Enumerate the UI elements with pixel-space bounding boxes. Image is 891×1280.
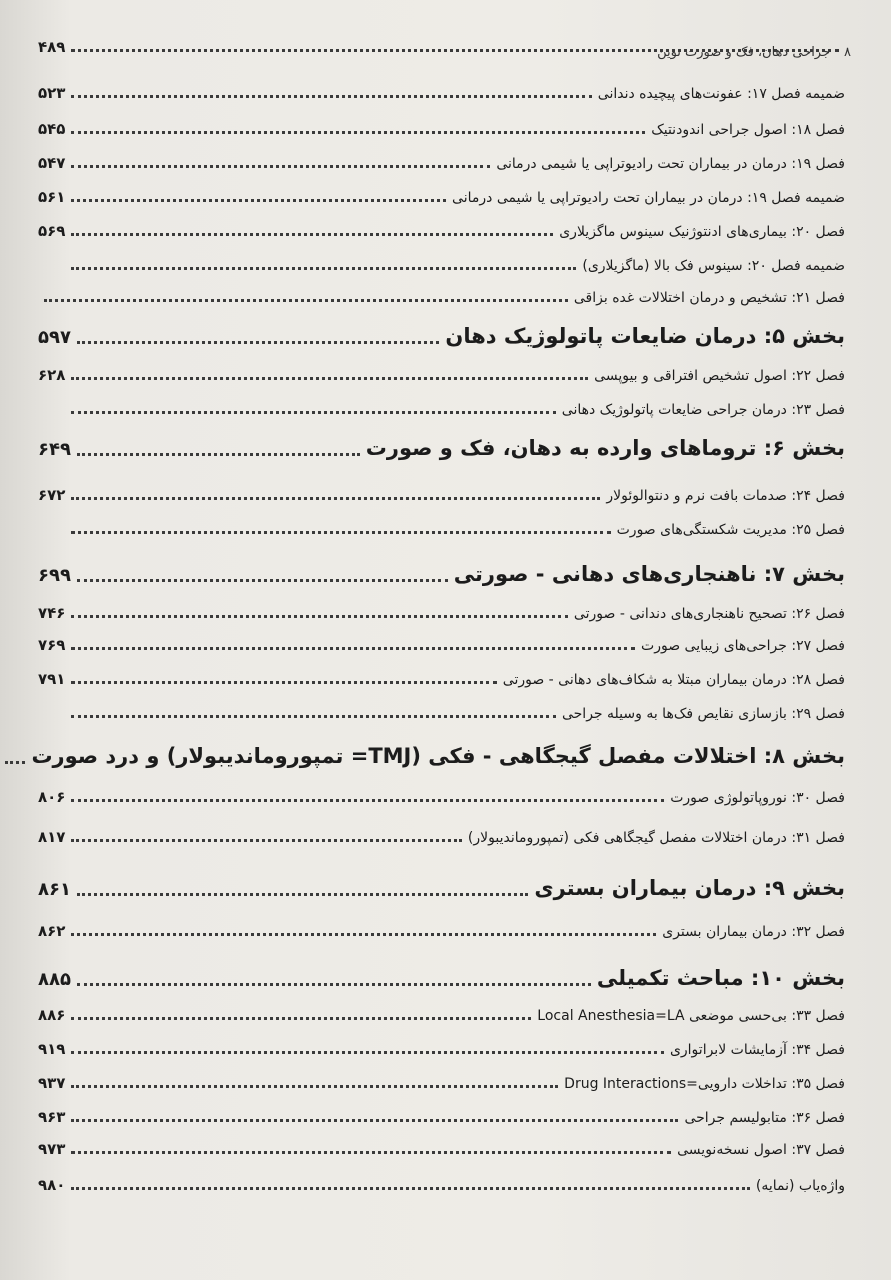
dot-leader: [77, 579, 448, 582]
dot-leader: [5, 761, 25, 764]
toc-entry-title: ضمیمه فصل ۲۰: سینوس فک بالا (ماگزیلاری): [582, 258, 845, 274]
toc-entry: [38, 74, 845, 104]
toc-entry-title: فصل ۲۸: درمان بیماران مبتلا به شکاف‌های دهانی - صورتی: [502, 672, 845, 688]
toc-entry-title: ضمیمه فصل ۱۹: درمان در بیماران تحت رادیوتراپی یا شیمی درمانی: [452, 190, 845, 206]
dot-leader: [71, 1085, 558, 1088]
dot-leader: [71, 49, 839, 52]
toc-entry-title: فصل ۳۱: درمان اختلالات مفصل گیجگاهی فکی (تمپوروماندیبولار): [467, 830, 845, 846]
toc-part-heading: [38, 558, 845, 588]
dot-leader: [71, 933, 656, 936]
toc-part-title: بخش ۱۰: مباحث تکمیلی: [596, 966, 845, 990]
toc-entry: [38, 246, 845, 276]
toc-entry-page: ۶۲۸: [38, 366, 66, 384]
toc-entry-page: ۹۶۳: [38, 1108, 66, 1126]
toc-entry: [38, 660, 845, 690]
toc-part-title: بخش ۷: ناهنجاری‌های دهانی - صورتی: [453, 562, 845, 586]
toc-entry: [38, 110, 845, 140]
toc-entry-page: ۸۰۶: [38, 788, 66, 806]
dot-leader: [71, 497, 600, 500]
toc-entry: [38, 510, 845, 540]
toc-entry-page: ۹۸۰: [38, 1176, 66, 1194]
toc-part-heading: [31, 740, 845, 770]
toc-entry-title: فصل ۳۵: تداخلات دارویی=Drug Interactions: [564, 1076, 845, 1092]
dot-leader: [77, 341, 439, 344]
toc-entry-page: ۶۷۲: [38, 486, 66, 504]
dot-leader: [77, 453, 360, 456]
toc-entry-title: فصل ۲۵: مدیریت شکستگی‌های صورت: [616, 522, 845, 538]
toc-entry: [38, 390, 845, 420]
dot-leader: [77, 983, 591, 986]
header-book-title: جراحی دهان، فک و صورت نوین: [657, 44, 831, 60]
toc-entry: [38, 1064, 845, 1094]
dot-leader: [71, 1017, 531, 1020]
toc-entry-title: فصل ۲۶: تصحیح ناهنجاری‌های دندانی - صورتی: [573, 606, 845, 622]
toc-entry-page: ۴۸۹: [38, 38, 66, 56]
toc-entry-page: ۹۳۷: [38, 1074, 66, 1092]
toc-entry-page: ۵۶۱: [38, 188, 66, 206]
toc-part-page: ۸۸۵: [38, 969, 71, 990]
toc-entry-page: ۹۷۳: [38, 1140, 66, 1158]
toc-entry-title: ضمیمه فصل ۱۷: عفونت‌های پیچیده دندانی: [597, 86, 845, 102]
toc-entry-title: فصل ۲۹: بازسازی نقایص فک‌ها به وسیله جراحی: [561, 706, 845, 722]
toc-entry-page: ۸۸۶: [38, 1006, 66, 1024]
toc-entry: [38, 356, 845, 386]
dot-leader: [71, 647, 635, 650]
toc-entry-page: ۹۱۹: [38, 1040, 66, 1058]
toc-entry-page: ۷۹۱: [38, 670, 66, 688]
toc-entry-title: فصل ۳۷: اصول نسخه‌نویسی: [677, 1142, 845, 1158]
toc-part-page: ۵۹۷: [38, 327, 71, 348]
toc-entry-title: فصل ۱۹: درمان در بیماران تحت رادیوتراپی یا شیمی درمانی: [496, 156, 845, 172]
toc-part-page: ۸۶۱: [38, 879, 71, 900]
toc-part-heading: [38, 962, 845, 992]
toc-entry: [38, 1166, 845, 1196]
dot-leader: [71, 681, 496, 684]
toc-entry: [38, 996, 845, 1026]
toc-entry-page: ۸۱۷: [38, 828, 66, 846]
toc-entry: [38, 476, 845, 506]
dot-leader: [71, 95, 591, 98]
dot-leader: [71, 839, 461, 842]
toc-entry: [38, 594, 845, 624]
dot-leader: [71, 377, 588, 380]
toc-entry-title: فصل ۳۴: آزمایشات لابراتواری: [669, 1042, 845, 1058]
toc-entry: [38, 144, 845, 174]
toc-entry: [38, 1030, 845, 1060]
toc-part-title: بخش ۹: درمان بیماران بستری: [534, 876, 845, 900]
toc-part-page: ۶۹۹: [38, 565, 71, 586]
dot-leader: [71, 715, 556, 718]
toc-entry: [38, 178, 845, 208]
dot-leader: [71, 165, 490, 168]
dot-leader: [71, 531, 610, 534]
toc-entry: [38, 912, 845, 942]
toc-part-heading: [38, 872, 845, 902]
toc-part-page: ۶۴۹: [38, 439, 71, 460]
toc-entry-title: فصل ۱۸: اصول جراحی اندودنتیک: [651, 122, 845, 138]
dot-leader: [71, 1051, 663, 1054]
toc-entry: [38, 278, 845, 308]
toc-part-heading: [38, 432, 845, 462]
toc-entry-title: فصل ۲۴: صدمات بافت نرم و دنتوالوئولار: [606, 488, 845, 504]
dot-leader: [71, 1187, 749, 1190]
toc-entry-title: فصل ۲۰: بیماری‌های ادنتوژنیک سینوس ماگزیلاری: [559, 224, 845, 240]
toc-entry: [38, 818, 845, 848]
toc-part-title: بخش ۶: تروماهای وارده به دهان، فک و صورت: [365, 436, 845, 460]
toc-entry-title: فصل ۲۲: اصول تشخیص افتراقی و بیوپسی: [594, 368, 845, 384]
toc-entry-page: ۵۲۳: [38, 84, 66, 102]
toc-entry-title: فصل ۳۶: متابولیسم جراحی: [684, 1110, 845, 1126]
dot-leader: [71, 799, 664, 802]
dot-leader: [71, 411, 555, 414]
toc-entry: [38, 778, 845, 808]
toc-entry-page: ۵۴۷: [38, 154, 66, 172]
toc-entry-page: ۵۶۹: [38, 222, 66, 240]
toc-entry-page: ۷۶۹: [38, 636, 66, 654]
dot-leader: [71, 199, 446, 202]
header-page-number: ۸: [844, 44, 851, 60]
dot-leader: [71, 615, 567, 618]
toc-entry-title: واژه‌یاب (نمایه): [755, 1178, 845, 1194]
toc-entry: [38, 1098, 845, 1128]
toc-entry-title: فصل ۳۰: نوروپاتولوژی صورت: [670, 790, 845, 806]
toc-entry: [38, 212, 845, 242]
toc-entry-title: فصل ۲۷: جراحی‌های زیبایی صورت: [641, 638, 845, 654]
toc-entry-page: ۸۶۲: [38, 922, 66, 940]
toc-entry-title: فصل ۲۳: درمان جراحی ضایعات پاتولوژیک دهانی: [561, 402, 845, 418]
dot-leader: [71, 1151, 671, 1154]
toc-entry: [38, 28, 845, 58]
toc-entry: [38, 694, 845, 724]
toc-part-heading: [38, 320, 845, 350]
dot-leader: [71, 1119, 678, 1122]
toc-part-title: بخش ۸: اختلالات مفصل گیجگاهی - فکی (TMJ= تمپوروماندیبولار) و درد صورت: [31, 744, 845, 768]
toc-entry: [38, 626, 845, 656]
dot-leader: [71, 233, 553, 236]
dot-leader: [71, 267, 576, 270]
toc-entry-title: فصل ۳۲: درمان بیماران بستری: [662, 924, 845, 940]
toc-entry-page: ۷۴۶: [38, 604, 66, 622]
toc-entry-title: فصل ۲۱: تشخیص و درمان اختلالات غده بزاقی: [573, 290, 845, 306]
toc-entry-page: ۵۴۵: [38, 120, 66, 138]
toc-part-title: بخش ۵: درمان ضایعات پاتولوژیک دهان: [445, 324, 845, 348]
dot-leader: [71, 131, 645, 134]
toc-entry: [38, 1130, 845, 1160]
dot-leader: [77, 893, 528, 896]
toc-entry-title: فصل ۳۳: بی‌حسی موضعی Local Anesthesia=LA: [537, 1008, 845, 1024]
dot-leader: [44, 299, 568, 302]
